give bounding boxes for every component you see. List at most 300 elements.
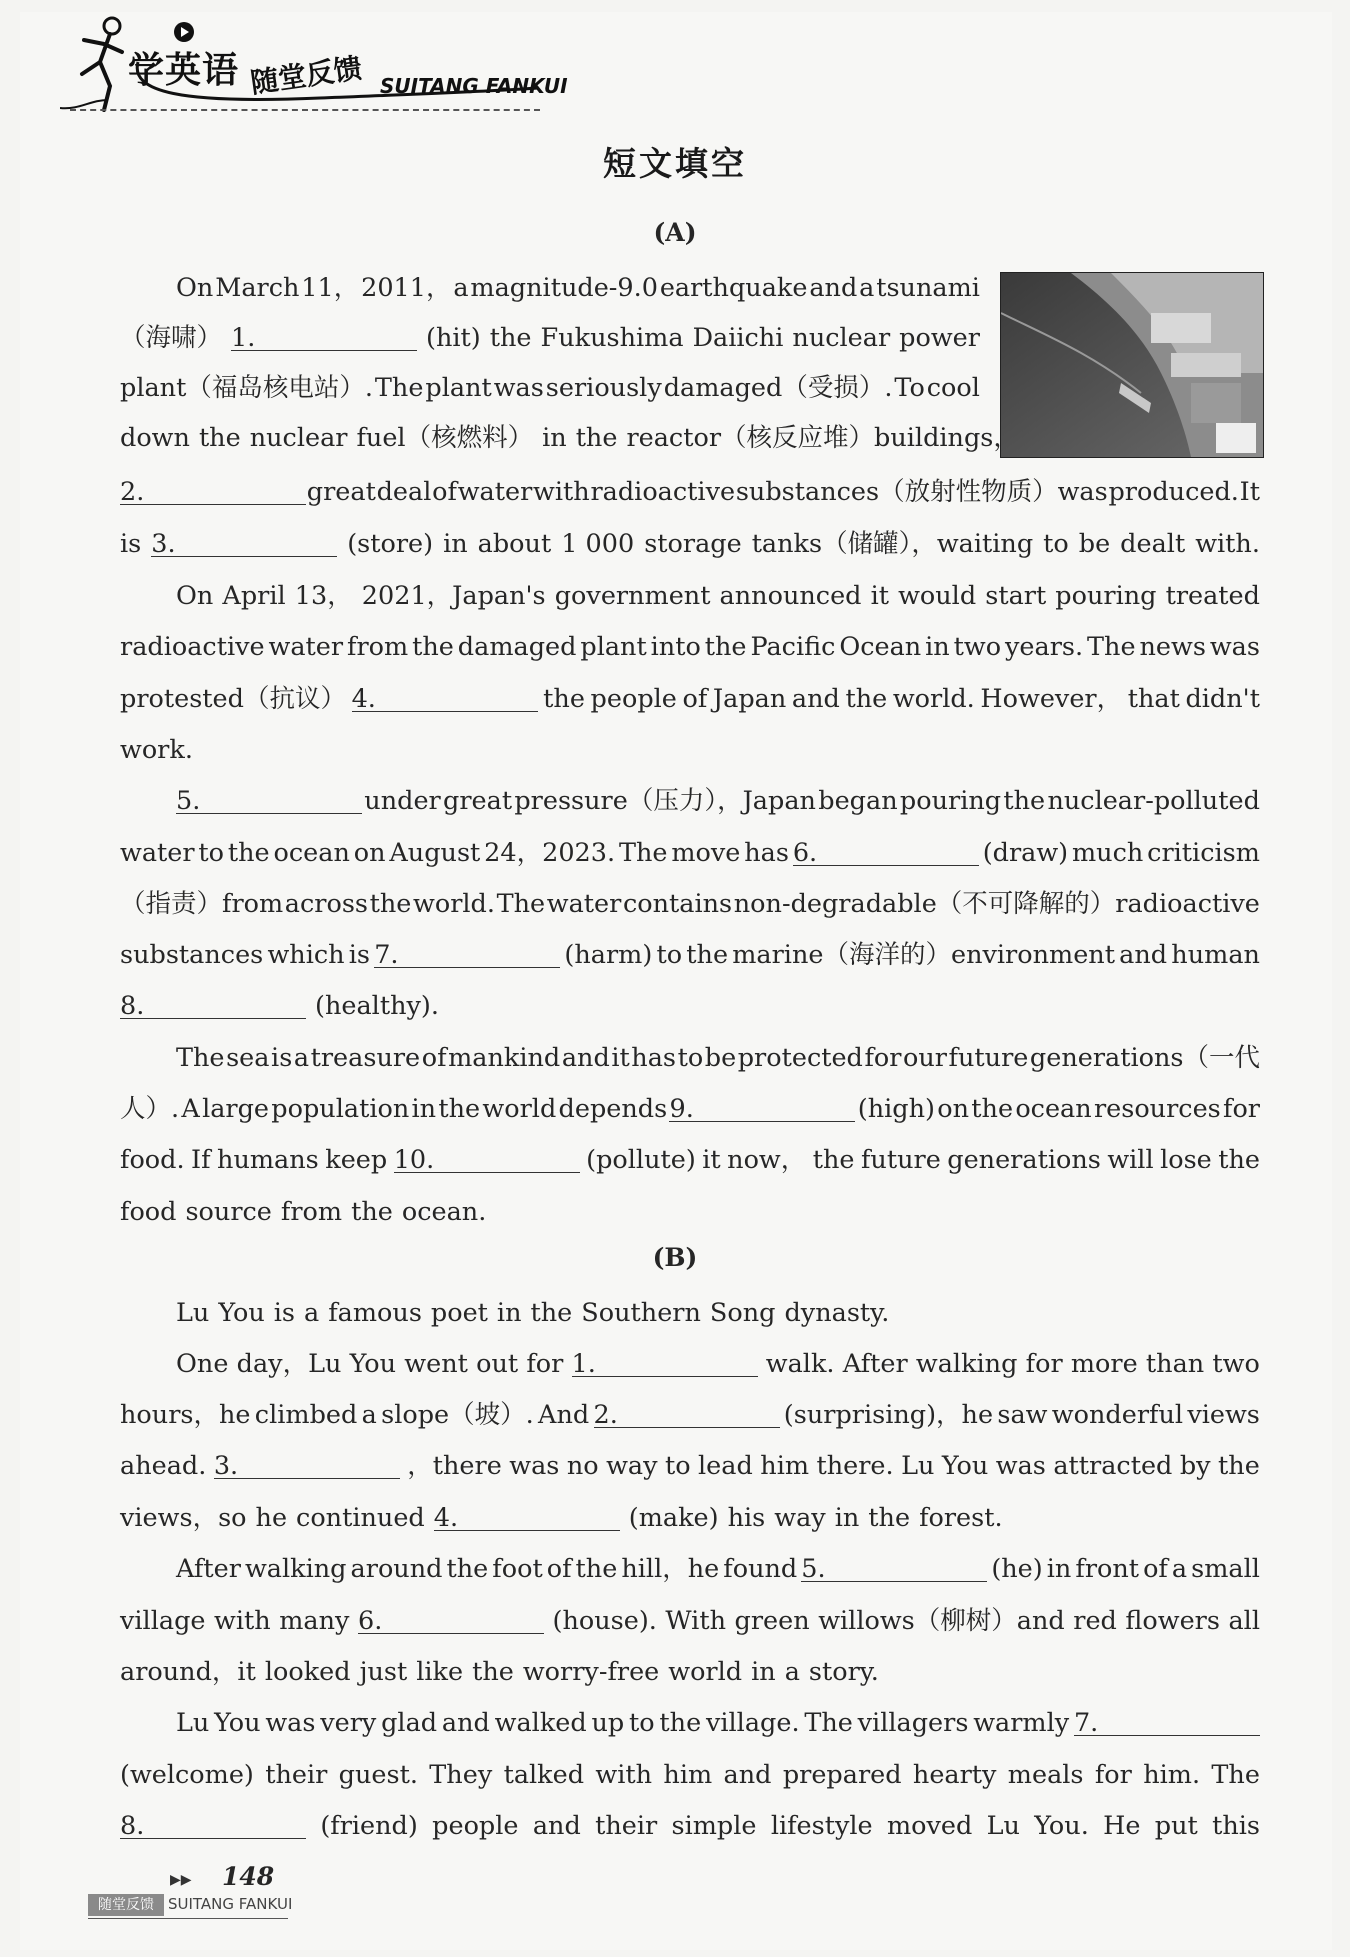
answer-blank[interactable]: [176, 781, 362, 814]
word: walking: [244, 1554, 347, 1584]
word: prepared: [782, 1760, 902, 1790]
word: small: [1191, 1554, 1260, 1584]
word: depends: [558, 1094, 668, 1124]
word: lead: [698, 1451, 753, 1481]
word: under: [364, 786, 441, 816]
word: in: [411, 1094, 437, 1124]
word: will: [1107, 1145, 1154, 1175]
blank-number: 2.: [120, 477, 145, 507]
word: (pollute): [586, 1145, 696, 1175]
word: world.: [892, 684, 975, 714]
word: dealt: [1120, 529, 1186, 559]
passage-line: [120, 1652, 1260, 1692]
word: of: [421, 1043, 447, 1073]
word: radioactive: [120, 632, 265, 662]
word: After: [842, 1349, 908, 1379]
word: water: [546, 889, 622, 919]
word: You: [218, 1298, 265, 1328]
word: source: [185, 1197, 272, 1227]
word: pouring: [1055, 581, 1157, 611]
word: just: [359, 1657, 408, 1687]
word: story.: [808, 1657, 879, 1687]
word: (hit): [426, 323, 481, 353]
word: the: [369, 889, 412, 919]
word: The: [1087, 632, 1136, 662]
word: in: [925, 632, 950, 662]
word: ocean: [273, 838, 350, 868]
word: was: [265, 1708, 316, 1738]
word: views，so: [120, 1503, 247, 1533]
word: for: [1094, 1760, 1132, 1790]
word: the: [659, 1708, 702, 1738]
word: with: [214, 1606, 271, 1636]
passage-line: [120, 418, 1019, 458]
word: future: [860, 1145, 941, 1175]
word: lifestyle: [770, 1811, 873, 1841]
answer-blank[interactable]: [394, 1140, 580, 1173]
word: saw: [997, 1400, 1048, 1430]
blank-number: 5.: [176, 786, 201, 816]
word: (surprising)，he: [783, 1400, 994, 1430]
page-title: 短文填空: [603, 144, 747, 183]
word: (draw): [982, 838, 1069, 868]
word: the: [812, 1145, 855, 1175]
word: August: [389, 838, 481, 868]
word: tsunami: [876, 273, 980, 303]
word: power: [899, 323, 980, 353]
word: meals: [1007, 1760, 1084, 1790]
word: found: [723, 1554, 798, 1584]
word: village.: [705, 1708, 800, 1738]
word: work.: [120, 735, 193, 765]
word: seriously: [545, 373, 662, 403]
word: 2021，Japan's: [361, 581, 546, 611]
word: for: [526, 1349, 564, 1379]
word: his: [727, 1503, 766, 1533]
passage-line: [120, 1755, 1260, 1795]
word: in: [834, 1503, 860, 1533]
passage-line: [120, 318, 980, 358]
word: into: [650, 632, 701, 662]
answer-blank[interactable]: [594, 1395, 780, 1428]
word: a: [361, 1400, 377, 1430]
word: The: [176, 1043, 225, 1073]
word: famous: [328, 1298, 422, 1328]
word: substances（放射性物质）was: [735, 477, 1108, 507]
word: with: [595, 1760, 653, 1790]
passage-line: [176, 1549, 1260, 1589]
word: than: [1145, 1349, 1205, 1379]
word: for: [1223, 1094, 1260, 1124]
word: food: [120, 1197, 177, 1227]
word: (harm): [564, 940, 653, 970]
word: front: [1075, 1554, 1140, 1584]
word: forest.: [919, 1503, 1003, 1533]
footer-tag-en: SUITANG FANKUI: [168, 1895, 293, 1913]
word: he: [255, 1503, 288, 1533]
word: and: [791, 684, 840, 714]
word: (make): [628, 1503, 719, 1533]
word: 人）.: [120, 1094, 180, 1124]
word: a: [453, 273, 469, 303]
word: to: [629, 1708, 655, 1738]
word: With: [665, 1606, 727, 1636]
word: storage: [644, 529, 742, 559]
word: now，: [727, 1145, 807, 1175]
word: protested（抗议）: [120, 684, 346, 714]
word: 13，: [294, 581, 353, 611]
passage-line: [120, 730, 1260, 770]
word: You: [941, 1451, 989, 1481]
word: foot: [492, 1554, 543, 1584]
word: the: [575, 423, 618, 453]
word: plant（福岛核电站）.: [120, 373, 373, 403]
word: (high): [857, 1094, 935, 1124]
word: resources: [1093, 1094, 1221, 1124]
word: large: [202, 1094, 270, 1124]
word: ahead.: [120, 1451, 207, 1481]
blank-number: 6.: [792, 838, 818, 868]
word: is: [348, 940, 371, 970]
word: has: [631, 1043, 677, 1073]
answer-blank[interactable]: [352, 679, 538, 712]
word: in: [443, 529, 468, 559]
word: is: [273, 1298, 296, 1328]
blank-number: 3.: [213, 1451, 239, 1481]
word: their: [265, 1760, 328, 1790]
word: The: [1211, 1760, 1260, 1790]
word: and: [561, 1043, 610, 1073]
answer-blank[interactable]: [231, 318, 417, 351]
answer-blank[interactable]: [669, 1089, 855, 1122]
word: this: [1212, 1811, 1260, 1841]
word: nuclear-polluted: [1047, 786, 1260, 816]
page-number: 148: [222, 1862, 275, 1891]
footer-divider: [88, 1918, 288, 1919]
word: cool: [926, 373, 980, 403]
word: damaged: [457, 632, 577, 662]
word: ocean: [1015, 1094, 1092, 1124]
word: poet: [430, 1298, 488, 1328]
passage-line: [120, 1089, 1260, 1129]
word: walk.: [765, 1349, 835, 1379]
header-title: 学英语: [128, 50, 240, 91]
word: climbed: [254, 1400, 358, 1430]
word: produced.: [1108, 477, 1239, 507]
passage-line: [176, 1703, 1260, 1743]
passage-line: [120, 1395, 1260, 1435]
word: the: [1218, 1451, 1260, 1481]
word: moved: [886, 1811, 973, 1841]
word: villagers: [857, 1708, 969, 1738]
word: 1 000: [561, 529, 635, 559]
blank-number: 1.: [231, 323, 256, 353]
word: the: [704, 632, 747, 662]
word: the: [575, 1554, 618, 1584]
blank-number: 6.: [357, 1606, 383, 1636]
word: all: [1228, 1606, 1260, 1636]
word: magnitude-9.0: [470, 273, 658, 303]
word: the: [530, 1298, 573, 1328]
word: treasure: [310, 1043, 421, 1073]
header-banner: [60, 14, 580, 114]
word: to: [198, 838, 225, 868]
answer-blank[interactable]: [120, 472, 306, 505]
answer-blank[interactable]: [374, 935, 560, 968]
word: no: [566, 1451, 599, 1481]
word: and: [809, 273, 858, 303]
word: However，: [980, 684, 1123, 714]
word: which: [267, 940, 345, 970]
word: hill，he: [621, 1554, 720, 1584]
word: is: [120, 529, 142, 559]
word: there.: [816, 1451, 894, 1481]
word: him: [760, 1451, 810, 1481]
word: was: [1209, 632, 1260, 662]
word: it: [870, 581, 889, 611]
word: day，Lu: [236, 1349, 342, 1379]
passage-line: [120, 986, 1260, 1026]
word: around，it: [120, 1657, 256, 1687]
word: the: [198, 423, 241, 453]
word: very: [320, 1708, 377, 1738]
passage-line: [176, 781, 1260, 821]
word: water: [457, 477, 533, 507]
passage-line: [176, 576, 1260, 616]
word: in: [542, 423, 567, 453]
word: government: [554, 581, 711, 611]
word: went: [404, 1349, 468, 1379]
word: (he): [991, 1554, 1043, 1584]
word: their: [595, 1811, 658, 1841]
word: around: [350, 1554, 443, 1584]
word: (store): [347, 529, 434, 559]
word: of: [432, 477, 457, 507]
word: world.: [413, 889, 495, 919]
word: the: [845, 684, 888, 714]
word: of: [546, 1554, 572, 1584]
word: for: [1025, 1349, 1063, 1379]
passage-line: [120, 679, 1260, 719]
header-subtitle: 随堂反馈: [248, 51, 364, 100]
footer-tag: 随堂反馈: [88, 1894, 164, 1916]
word: radioactive: [590, 477, 736, 507]
word: food.: [120, 1145, 185, 1175]
answer-blank[interactable]: [358, 1601, 544, 1634]
word: of: [682, 684, 708, 714]
word: for: [864, 1043, 902, 1073]
word: looked: [264, 1657, 351, 1687]
word: to: [656, 940, 683, 970]
header-subtitle-en: SUITANG FANKUI: [380, 74, 568, 98]
word: didn't: [1185, 684, 1260, 714]
word: You.: [1034, 1811, 1089, 1841]
word: of: [1143, 1554, 1168, 1584]
word: (house).: [552, 1606, 657, 1636]
word: April: [222, 581, 286, 611]
word: earthquake: [659, 273, 808, 303]
answer-blank[interactable]: [801, 1549, 987, 1582]
word: human: [1171, 940, 1260, 970]
word: a: [304, 1298, 320, 1328]
word: up: [591, 1708, 625, 1738]
passage-line: [120, 627, 1260, 667]
word: the: [412, 632, 454, 662]
word: much: [1072, 838, 1144, 868]
word: ocean.: [401, 1197, 487, 1227]
word: Japan: [712, 684, 787, 714]
word: a: [293, 1043, 310, 1073]
word: the: [438, 1094, 481, 1124]
word: announced: [719, 581, 862, 611]
word: great: [443, 786, 513, 816]
answer-blank[interactable]: [572, 1344, 758, 1377]
answer-blank[interactable]: [793, 833, 979, 866]
word: warmly: [973, 1708, 1070, 1738]
word: put: [1154, 1811, 1198, 1841]
word: 11，: [301, 273, 360, 303]
word: him.: [1143, 1760, 1201, 1790]
word: The: [618, 838, 668, 868]
word: Song: [709, 1298, 776, 1328]
passage-line: [120, 472, 1260, 512]
passage-line: [120, 1601, 1260, 1641]
passage-line: [176, 268, 980, 308]
blank-number: 2.: [593, 1400, 618, 1430]
word: sea: [226, 1043, 270, 1073]
passage-line: [120, 935, 1260, 975]
blank-number: 9.: [669, 1094, 694, 1124]
word: water: [268, 632, 344, 662]
word: years.: [1005, 632, 1084, 662]
word: nuclear: [249, 423, 348, 453]
word: more: [1070, 1349, 1138, 1379]
word: willows（柳树）and: [818, 1606, 1065, 1636]
word: and: [441, 1708, 490, 1738]
word: flowers: [1125, 1606, 1220, 1636]
word: two: [953, 632, 1002, 662]
word: It: [1239, 477, 1260, 507]
word: worry-free: [522, 1657, 660, 1687]
photo-nuclear-plant: [1000, 272, 1264, 458]
answer-blank[interactable]: [434, 1498, 620, 1531]
word: simple: [671, 1811, 757, 1841]
word: views: [1187, 1400, 1260, 1430]
passage-line: [176, 1344, 1260, 1384]
blank-number: 10.: [393, 1145, 435, 1175]
word: began: [818, 786, 898, 816]
passage-line: [120, 1806, 1260, 1846]
word: many: [279, 1606, 350, 1636]
word: Pacific: [750, 632, 836, 662]
word: water: [120, 838, 195, 868]
word: was: [995, 1451, 1046, 1481]
answer-blank[interactable]: [214, 1446, 400, 1479]
word: him: [663, 1760, 713, 1790]
word: （指责）from: [120, 889, 284, 919]
word: in: [496, 1298, 522, 1328]
word: (healthy).: [315, 991, 439, 1021]
word: the: [489, 323, 532, 353]
word: to: [664, 1451, 691, 1481]
word: about: [477, 529, 552, 559]
word: nuclear: [792, 323, 891, 353]
answer-blank[interactable]: [120, 1806, 306, 1839]
word: population: [271, 1094, 410, 1124]
answer-blank[interactable]: [120, 986, 306, 1019]
passage-line: [120, 1446, 1260, 1486]
word: Lu: [901, 1451, 935, 1481]
answer-blank[interactable]: [1074, 1703, 1260, 1736]
word: He: [1103, 1811, 1141, 1841]
answer-blank[interactable]: [151, 524, 337, 557]
word: treated: [1165, 581, 1260, 611]
word: slope（坡）.: [381, 1400, 534, 1430]
word: village: [120, 1606, 206, 1636]
word: by: [1179, 1451, 1211, 1481]
word: March: [215, 273, 300, 303]
word: with.: [1195, 529, 1260, 559]
word: in: [1046, 1554, 1072, 1584]
word: people: [590, 684, 677, 714]
word: 2011，: [361, 273, 452, 303]
word: Fukushima: [540, 323, 684, 353]
section-label: (B): [652, 1243, 698, 1272]
word: move: [671, 838, 741, 868]
word: it: [611, 1043, 630, 1073]
word: the: [1003, 786, 1046, 816]
word: To: [894, 373, 925, 403]
word: protected: [737, 1043, 863, 1073]
word: across: [284, 889, 368, 919]
word: ，there: [407, 1451, 502, 1481]
word: down: [120, 423, 190, 453]
word: criticism: [1147, 838, 1260, 868]
word: news: [1139, 632, 1206, 662]
word: with: [533, 477, 590, 507]
word: walking: [915, 1349, 1018, 1379]
blank-number: 1.: [571, 1349, 596, 1379]
blank-number: 7.: [1073, 1708, 1099, 1738]
word: the: [868, 1503, 911, 1533]
word: the: [971, 1094, 1014, 1124]
word: talked: [503, 1760, 585, 1790]
word: future: [948, 1043, 1029, 1073]
word: the: [227, 838, 270, 868]
word: and: [1119, 940, 1168, 970]
word: pouring: [899, 786, 1002, 816]
word: start: [985, 581, 1047, 611]
word: way: [774, 1503, 826, 1533]
word: be: [1078, 529, 1111, 559]
word: way: [606, 1451, 658, 1481]
passage-line: [120, 368, 980, 408]
word: non-degradable（不可降解的）radioactive: [733, 889, 1260, 919]
word: the: [543, 684, 585, 714]
word: attracted: [1053, 1451, 1173, 1481]
word: the: [351, 1197, 393, 1227]
word: and: [532, 1811, 581, 1841]
word: on: [353, 838, 386, 868]
word: （海啸）: [120, 323, 223, 353]
blank-number: 4.: [433, 1503, 459, 1533]
word: dynasty.: [784, 1298, 890, 1328]
word: damaged（受损）.: [663, 373, 893, 403]
word: our: [903, 1043, 947, 1073]
word: the: [686, 940, 729, 970]
word: has: [744, 838, 789, 868]
blank-number: 7.: [374, 940, 399, 970]
